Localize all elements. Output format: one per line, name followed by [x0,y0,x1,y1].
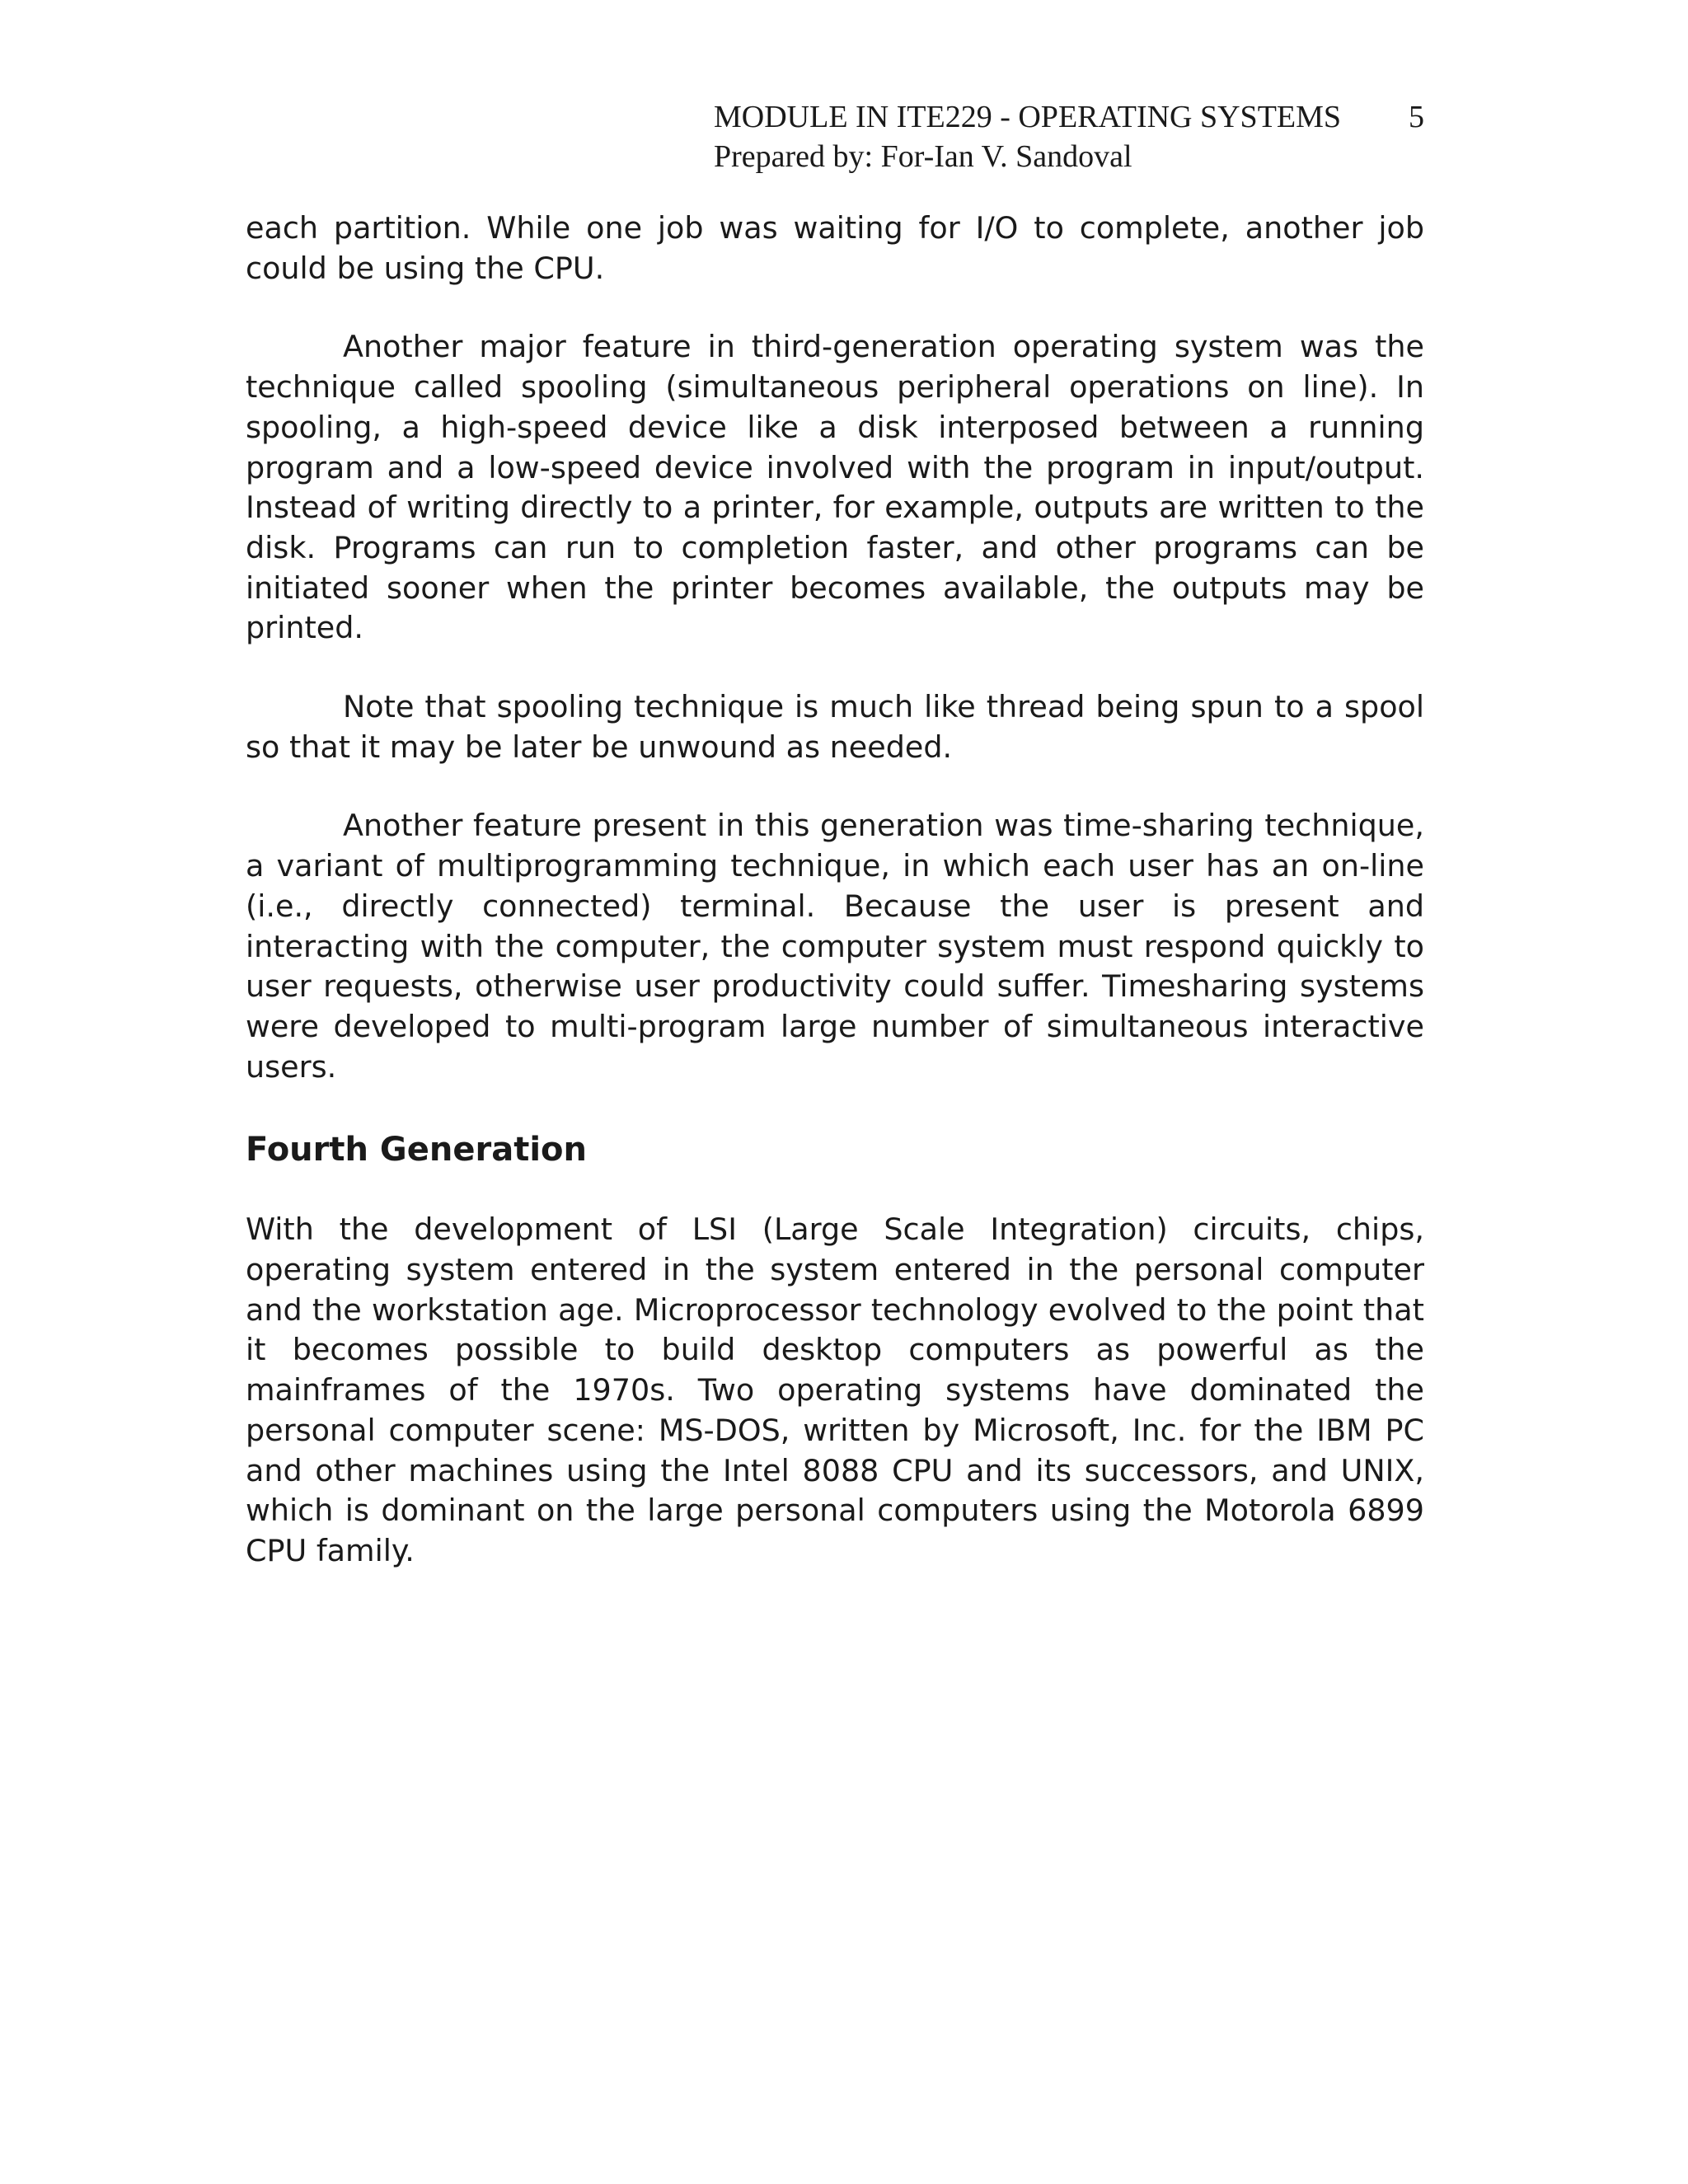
page-header [714,97,1424,176]
paragraph-spool-note: Note that spooling technique is much like thread being spun to a spool so that it may be later be unwound as needed. [246,689,1424,765]
prepared-by: Prepared by: For-Ian V. Sandoval [714,139,1132,174]
page-number: 5 [1409,100,1424,134]
section-heading: Fourth Generation [246,1131,587,1169]
module-title: MODULE IN ITE229 - OPERATING SYSTEMS [714,100,1342,134]
header-title-row [714,97,1424,137]
paragraph-fourth-generation: With the development of LSI (Large Scale Integration) circuits, chips, operating system entered in the system entered in the personal computer and the workstation age. Microprocessor technology evolved to the point that it becomes possible to build desktop computers as powerful as the mainframes of the 1970s. Two operating systems have dominated the personal computer scene: MS-DOS, written by Microsoft, Inc. for the IBM PC and other machines using the Intel 8088 CPU and its successors, and UNIX, which is dominant on the large personal computers using the Motorola 6899 CPU family. [246,1212,1424,1568]
page-body [246,209,1424,1610]
paragraph-continuation: each partition. While one job was waiting for I/O to complete, another job could be using the CPU. [246,210,1424,286]
paragraph-spooling: Another major feature in third-generation operating system was the technique called spooling (simultaneous peripheral operations on line). In spooling, a high-speed device like a disk interposed between a running program and a low-speed device involved with the program in input/output. Instead of writing directly to a printer, for example, outputs are written to the disk. Programs can run to completion faster, and other programs can be initiated sooner when the printer becomes available, the outputs may be printed. [246,329,1424,646]
paragraph-time-sharing: Another feature present in this generation was time-sharing technique, a variant of multiprogramming technique, in which each user has an on-line (i.e., directly connected) terminal. Because the user is present and interacting with the computer, the computer system must respond quickly to user requests, otherwise user productivity could suffer. Timesharing systems were developed to multi-program large number of simultaneous interactive users. [246,808,1424,1085]
